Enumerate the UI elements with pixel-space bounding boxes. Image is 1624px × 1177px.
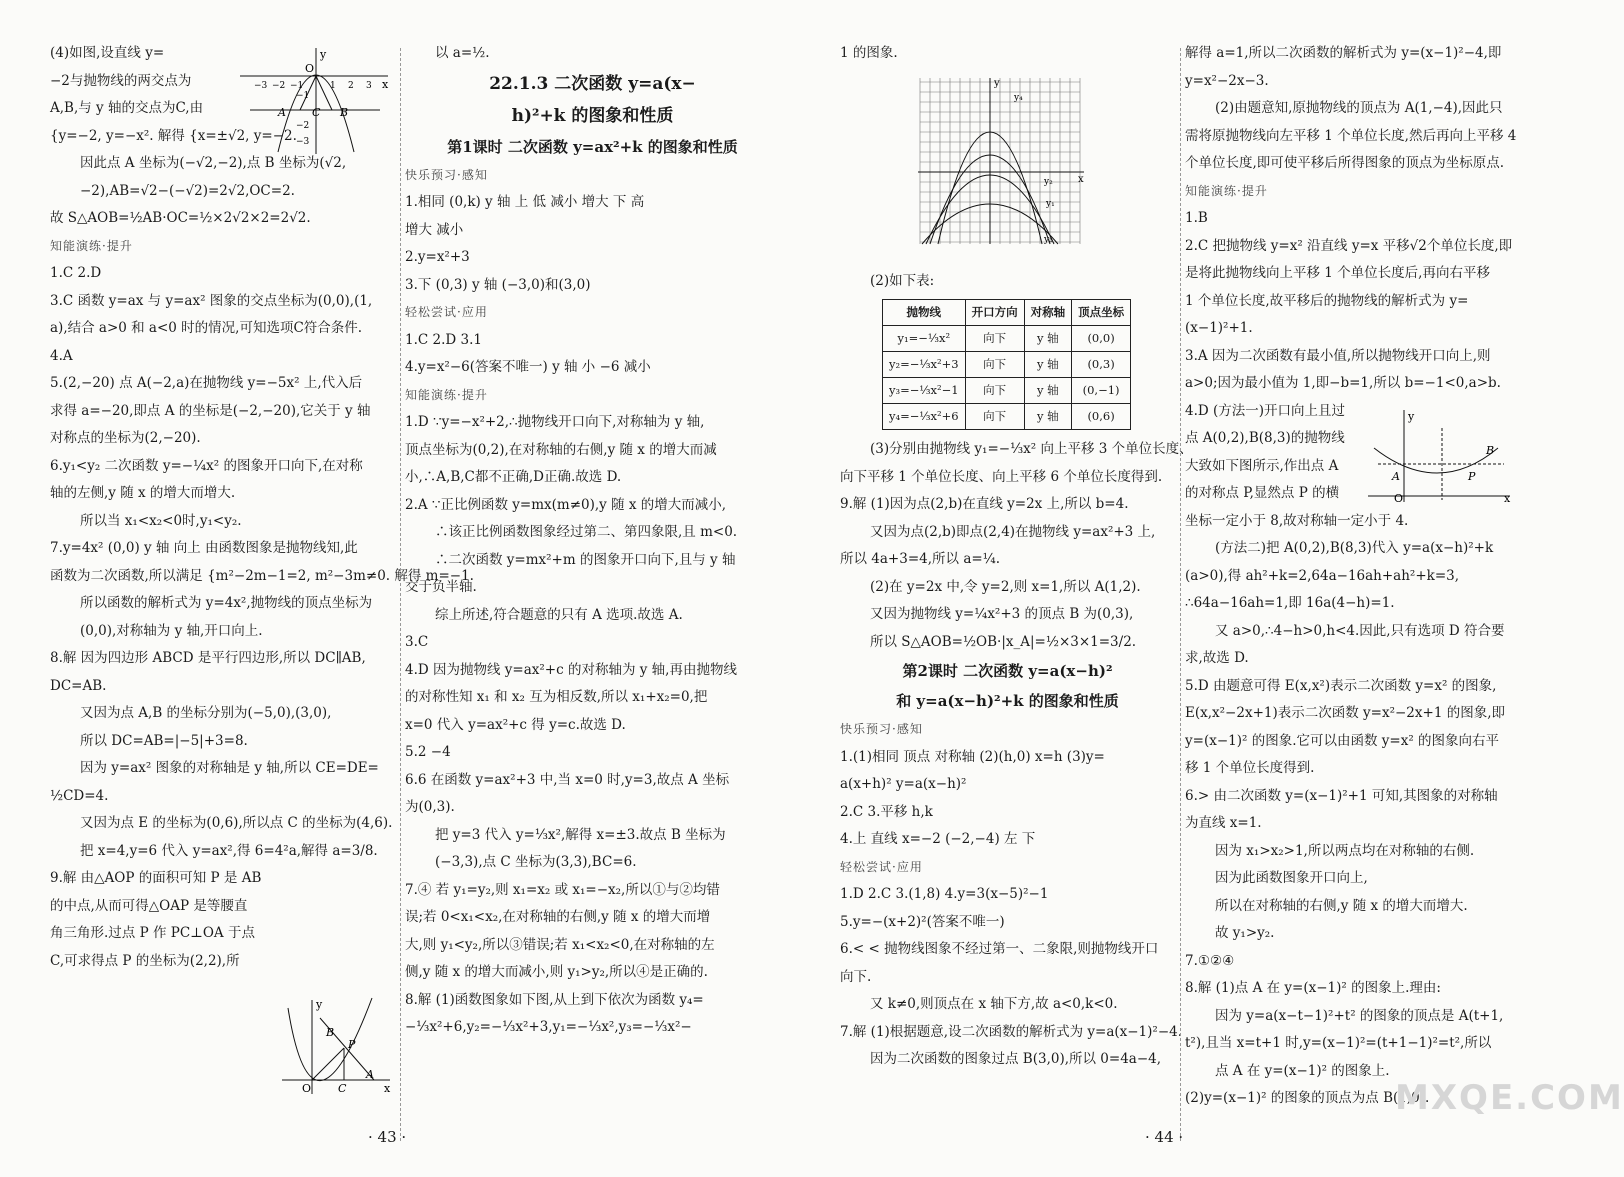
text-line: 1.C 2.D 3.1: [405, 331, 482, 348]
text-line: 向下平移 1 个单位长度、向上平移 6 个单位长度得到.: [840, 468, 1163, 485]
fig-tick: −2: [272, 81, 286, 91]
text-line: 增大 减小: [405, 221, 464, 238]
text-line: 6.y₁<y₂ 二次函数 y=−¼x² 的图象开口向下,在对称: [50, 457, 363, 474]
text-line: 所以函数的解析式为 y=4x²,抛物线的顶点坐标为: [80, 595, 373, 611]
text-line: 向下.: [840, 968, 872, 985]
text-line: 4.D (方法一)开口向上且过: [1185, 402, 1346, 419]
text-line: 又因为点(2,b)即点(2,4)在抛物线 y=ax²+3 上,: [870, 523, 1156, 540]
text-line: 把 x=4,y=6 代入 y=ax²,得 6=4²a,解得 a=3/8.: [80, 842, 378, 859]
parabola-figure-ab: [240, 48, 390, 156]
text-line: (x−1)²+1.: [1185, 320, 1253, 336]
text-line: 6.6 在函数 y=ax²+3 中,当 x=0 时,y=3,故点 A 坐标: [405, 771, 730, 788]
table-cell: y 轴: [1024, 352, 1072, 378]
text-line: 故 y₁>y₂.: [1215, 925, 1275, 941]
text-line: 第2课时 二次函数 y=a(x−h)²: [902, 662, 1113, 680]
fig-label: A: [278, 106, 286, 119]
text-line: −2与抛物线的两交点为: [50, 72, 192, 89]
table-header: 顶点坐标: [1072, 300, 1131, 326]
text-line: 大,则 y₁<y₂,所以③错误;若 x₁<x₂<0,在对称轴的左: [405, 936, 715, 953]
table-cell: y₄=−⅓x²+6: [883, 404, 966, 430]
text-line: 角三角形.过点 P 作 PC⊥OA 于点: [50, 925, 255, 941]
text-line: 需将原抛物线向左平移 1 个单位长度,然后再向上平移 4: [1185, 127, 1517, 144]
text-line: (2)y=(x−1)² 的图象的顶点为点 B(1,0).: [1185, 1090, 1430, 1106]
text-line: 所以在对称轴的右侧,y 随 x 的增大而增大.: [1215, 897, 1468, 914]
fig-tick: −2: [296, 121, 310, 131]
text-line: 2.C 把抛物线 y=x² 沿直线 y=x 平移√2个单位长度,即: [1185, 237, 1513, 254]
fig-label: y: [994, 78, 1000, 89]
text-line: 点 A(0,2),B(8,3)的抛物线: [1185, 430, 1345, 446]
text-line: 知能演练·提升: [1185, 183, 1268, 198]
text-line: 因为 y=ax² 图象的对称轴是 y 轴,所以 CE=DE=: [80, 760, 379, 776]
watermark-logo: MXQE.COM: [1395, 1078, 1624, 1118]
table-cell: 向下: [965, 404, 1024, 430]
column-divider: [400, 48, 401, 1141]
fig-label: C: [312, 106, 321, 119]
text-line: 快乐预习·感知: [405, 167, 488, 182]
text-line: (2)在 y=2x 中,令 y=2,则 x=1,所以 A(1,2).: [870, 578, 1141, 595]
text-line: 所以 DC=AB=|−5|+3=8.: [80, 732, 248, 749]
text-line: 2.C 3.平移 h,k: [840, 803, 933, 820]
fig-tick: −1: [296, 91, 310, 101]
text-line: 8.解 (1)函数图象如下图,从上到下依次为函数 y₄=: [405, 991, 704, 1008]
fig-label: O: [1394, 492, 1404, 505]
page-43: [0, 0, 800, 1177]
text-line: 又因为抛物线 y=¼x²+3 的顶点 B 为(0,3),: [870, 606, 1134, 622]
text-line: a>0;因为最小值为 1,即−b=1,所以 b=−1<0,a>b.: [1185, 375, 1501, 391]
text-line: 所以 S△AOB=½OB·|x_A|=½×3×1=3/2.: [870, 633, 1137, 650]
text-line: ½CD=4.: [50, 787, 109, 804]
text-line: a(x+h)² y=a(x−h)²: [840, 776, 967, 792]
text-line: 3.C: [405, 634, 429, 650]
table-cell: (0,0): [1072, 326, 1131, 352]
fig-label: y₄: [1014, 93, 1023, 103]
table-cell: 向下: [965, 326, 1024, 352]
text-line: 求得 a=−20,即点 A 的坐标是(−2,−20),它关于 y 轴: [50, 402, 371, 419]
table-row: [883, 404, 1131, 430]
text-line: 知能演练·提升: [50, 238, 133, 253]
text-line: (−3,3),点 C 坐标为(3,3),BC=6.: [435, 854, 637, 870]
text-line: 顶点坐标为(0,2),在对称轴的右侧,y 随 x 的增大而减: [405, 441, 717, 458]
fig-label: y: [1408, 410, 1415, 423]
table-row: [883, 378, 1131, 404]
text-line: 个单位长度,即可使平移后所得图象的顶点为坐标原点.: [1185, 155, 1505, 171]
text-line: 1.D ∵y=−x²+2,∴抛物线开口向下,对称轴为 y 轴,: [405, 414, 705, 430]
text-line: 因为二次函数的图象过点 B(3,0),所以 0=4a−4,: [870, 1051, 1162, 1067]
text-line: 综上所述,符合题意的只有 A 选项.故选 A.: [435, 606, 683, 623]
text-line: 和 y=a(x−h)²+k 的图象和性质: [896, 692, 1119, 710]
fig-label: A: [366, 1068, 374, 1081]
text-line: 的对称性知 x₁ 和 x₂ 互为相反数,所以 x₁+x₂=0,把: [405, 689, 708, 705]
text-line: 小,∴A,B,C都不正确,D正确.故选 D.: [405, 469, 622, 485]
text-line: 所以当 x₁<x₂<0时,y₁<y₂.: [80, 512, 242, 529]
text-line: 是将此抛物线向上平移 1 个单位长度后,再向右平移: [1185, 265, 1490, 281]
text-line: 因此点 A 坐标为(−√2,−2),点 B 坐标为(√2,: [80, 155, 347, 171]
table-header: 开口方向: [965, 300, 1024, 326]
text-line: 3.下 (0,3) y 轴 (−3,0)和(3,0): [405, 276, 591, 293]
text-line: 移 1 个单位长度得到.: [1185, 760, 1315, 776]
left-column-2: [405, 40, 780, 1042]
table-cell: (0,−1): [1072, 378, 1131, 404]
text-line: 第1课时 二次函数 y=ax²+k 的图象和性质: [447, 137, 738, 156]
text-line: 为直线 x=1.: [1185, 815, 1262, 831]
text-line: 1 个单位长度,故平移后的抛物线的解析式为 y=: [1185, 292, 1469, 309]
right-column-1-body: [840, 436, 1193, 1074]
fig-label: B: [340, 106, 349, 119]
fig-tick: 1: [330, 81, 336, 91]
fig-label: P: [1468, 470, 1476, 483]
text-line: 8.解 因为四边形 ABCD 是平行四边形,所以 DC∥AB,: [50, 650, 366, 666]
text-line: 轴的左侧,y 随 x 的增大而增大.: [50, 485, 236, 501]
text-line: (方法二)把 A(0,2),B(8,3)代入 y=a(x−h)²+k: [1215, 540, 1494, 556]
column-divider: [1180, 48, 1181, 1141]
text-line: (2)由题意知,原抛物线的顶点为 A(1,−4),因此只: [1215, 100, 1503, 116]
text-line: 误;若 0<x₁<x₂,在对称轴的右侧,y 随 x 的增大而增: [405, 909, 711, 925]
fig-tick: 2: [348, 81, 354, 91]
text-line: 4.D 因为抛物线 y=ax²+c 的对称轴为 y 轴,再由抛物线: [405, 661, 737, 678]
table-row: [883, 326, 1131, 352]
page-44: [800, 0, 1600, 1177]
text-line: 8.解 (1)点 A 在 y=(x−1)² 的图象上.理由:: [1185, 980, 1441, 996]
fig-label: y: [316, 998, 323, 1011]
text-line: 5.D 由题意可得 E(x,x²)表示二次函数 y=x² 的图象,: [1185, 677, 1497, 694]
table-cell: (0,3): [1072, 352, 1131, 378]
text-line: y=(x−1)² 的图象.它可以由函数 y=x² 的图象向右平: [1185, 732, 1500, 749]
text-line: E(x,x²−2x+1)表示二次函数 y=x²−2x+1 的图象,即: [1185, 705, 1505, 721]
text-line: ∴64a−16ah=1,即 16a(4−h)=1.: [1185, 595, 1395, 611]
text-line: 大致如下图所示,作出点 A: [1185, 457, 1339, 474]
text-line: 侧,y 随 x 的增大而减小,则 y₁>y₂,所以④是正确的.: [405, 964, 708, 980]
fig-tick: −1: [290, 81, 304, 91]
text-line: 7.解 (1)根据题意,设二次函数的解析式为 y=a(x−1)²−4.: [840, 1023, 1183, 1040]
table-cell: y₁=−⅓x²: [883, 326, 966, 352]
text-line: 知能演练·提升: [405, 387, 488, 402]
text-line: 点 A 在 y=(x−1)² 的图象上.: [1215, 1062, 1390, 1079]
text-line: 解得 a=1,所以二次函数的解析式为 y=(x−1)²−4,即: [1185, 45, 1502, 61]
fig-label: x: [1504, 492, 1511, 505]
text-line: 5.y=−(x+2)²(答案不唯一): [840, 913, 1005, 930]
fig-label: x: [1078, 174, 1084, 185]
text-line: 9.解 由△AOP 的面积可知 P 是 AB: [50, 870, 262, 886]
text-line: 2.A ∵正比例函数 y=mx(m≠0),y 随 x 的增大而减小,: [405, 496, 727, 513]
text-line: 交于负半轴.: [405, 579, 477, 595]
text-line: 1.(1)相同 顶点 对称轴 (2)(h,0) x=h (3)y=: [840, 748, 1105, 765]
text-line: 1.B: [1185, 210, 1208, 226]
text-line: C,可求得点 P 的坐标为(2,2),所: [50, 952, 240, 969]
table-cell: y 轴: [1024, 404, 1072, 430]
table-header: 抛物线: [883, 300, 966, 326]
text-line: 把 y=3 代入 y=⅓x²,解得 x=±3.故点 B 坐标为: [435, 826, 726, 843]
text-line: t²),且当 x=t+1 时,y=(x−1)²=(t+1−1)²=t²,所以: [1185, 1035, 1492, 1051]
text-line: 又因为点 E 的坐标为(0,6),所以点 C 的坐标为(4,6).: [80, 815, 393, 831]
text-line: 7.④ 若 y₁=y₂,则 x₁=x₂ 或 x₁=−x₂,所以①与②均错: [405, 881, 720, 898]
text-line: (4)如图,设直线 y=: [50, 45, 165, 61]
text-line: 1.相同 (0,k) y 轴 上 低 减小 增大 下 高: [405, 194, 645, 210]
parabola-table: [882, 299, 1131, 430]
table-cell: y₃=−⅓x²−1: [883, 378, 966, 404]
fig-label: y₃: [1044, 235, 1053, 245]
fig-tick: 3: [366, 81, 372, 91]
text-line: {y=−2, y=−x². 解得 {x=±√2, y=−2.: [50, 127, 297, 144]
text-line: 2.y=x²+3: [405, 249, 470, 265]
table-cell: 向下: [965, 378, 1024, 404]
fig-label: B: [326, 1026, 335, 1039]
page-number: · 44 ·: [1145, 1128, 1184, 1146]
text-line: 所以 4a+3=4,所以 a=¼.: [840, 551, 1001, 567]
text-line: x=0 代入 y=ax²+c 得 y=c.故选 D.: [405, 716, 626, 733]
parabola-grid-figure: [918, 76, 1088, 246]
text-line: h)²+k 的图象和性质: [511, 105, 674, 126]
fig-tick: −3: [296, 137, 310, 147]
text-line: DC=AB.: [50, 677, 107, 694]
right-column-2: [1185, 40, 1585, 1113]
parabola-figure-abp: [1368, 408, 1513, 504]
fig-label: O: [302, 1082, 312, 1095]
table-cell: (0,6): [1072, 404, 1131, 430]
text-line: 函数为二次函数,所以满足 {m²−2m−1=2, m²−3m≠0. 解得 m=−1.: [50, 567, 474, 584]
table-cell: y 轴: [1024, 378, 1072, 404]
text-line: (3)分别由抛物线 y₁=−⅓x² 向上平移 3 个单位长度、: [870, 441, 1193, 457]
fig-label: x: [382, 78, 389, 91]
text-line: 快乐预习·感知: [840, 722, 923, 736]
triangle-figure-aop: [282, 998, 392, 1096]
text-line: (0,0),对称轴为 y 轴,开口向上.: [80, 622, 263, 639]
page-number: · 43 ·: [368, 1128, 407, 1146]
text-line: ∴二次函数 y=mx²+m 的图象开口向下,且与 y 轴: [435, 551, 736, 568]
text-line: 轻松尝试·应用: [840, 859, 923, 874]
table-caption: (2)如下表:: [870, 272, 935, 289]
text-line: −⅓x²+6,y₂=−⅓x²+3,y₁=−⅓x²,y₃=−⅓x²−: [405, 1019, 692, 1035]
text-line: 7.①②④: [1185, 952, 1235, 969]
fig-label: y₁: [1046, 199, 1055, 209]
text-line: 6.< < 抛物线图象不经过第一、二象限,则抛物线开口: [840, 941, 1159, 957]
text-line: 4.上 直线 x=−2 (−2,−4) 左 下: [840, 831, 1036, 847]
text-line: 因为 y=a(x−t−1)²+t² 的图象的顶点是 A(t+1,: [1215, 1007, 1504, 1024]
text-line: 9.解 (1)因为点(2,b)在直线 y=2x 上,所以 b=4.: [840, 496, 1129, 512]
fig-label: C: [338, 1082, 347, 1095]
text-line: a),结合 a>0 和 a<0 时的情况,可知选项C符合条件.: [50, 320, 363, 336]
text-line: 又 k≠0,则顶点在 x 轴下方,故 a<0,k<0.: [870, 996, 1118, 1012]
text-line: y=x²−2x−3.: [1185, 72, 1269, 89]
text-line: 5.2 −4: [405, 744, 451, 760]
table-header: 对称轴: [1024, 300, 1072, 326]
text-line: 7.y=4x² (0,0) y 轴 向上 由函数图象是抛物线知,此: [50, 540, 358, 556]
text-line: 6.> 由二次函数 y=(x−1)²+1 可知,其图象的对称轴: [1185, 787, 1498, 804]
text-line: 3.C 函数 y=ax 与 y=ax² 图象的交点坐标为(0,0),(1,: [50, 292, 373, 309]
table-cell: 向下: [965, 352, 1024, 378]
text-line: 22.1.3 二次函数 y=a(x−: [489, 73, 696, 94]
text-line: 为(0,3).: [405, 799, 455, 815]
text-line: 又 a>0,∴4−h>0,h<4.因此,只有选项 D 符合要: [1215, 622, 1505, 639]
text-line: −2),AB=√2−(−√2)=2√2,OC=2.: [80, 182, 295, 199]
fig-label: x: [384, 1082, 391, 1095]
text-line: 4.y=x²−6(答案不唯一) y 轴 小 −6 减小: [405, 359, 651, 375]
text-line: (a>0),得 ah²+k=2,64a−16ah+ah²+k=3,: [1185, 567, 1460, 584]
text-line: 因为 x₁>x₂>1,所以两点均在对称轴的右侧.: [1215, 842, 1475, 859]
text-line: 3.A 因为二次函数有最小值,所以抛物线开口向上,则: [1185, 347, 1491, 364]
table-cell: y 轴: [1024, 326, 1072, 352]
table-cell: y₂=−⅓x²+3: [883, 352, 966, 378]
text-line: 又因为点 A,B 的坐标分别为(−5,0),(3,0),: [80, 705, 332, 721]
text-line: 以 a=½.: [435, 45, 490, 61]
text-line: 5.(2,−20) 点 A(−2,a)在抛物线 y=−5x² 上,代入后: [50, 375, 363, 391]
fig-label: B: [1486, 444, 1495, 457]
fig-label: O: [305, 62, 315, 75]
table-row: [883, 352, 1131, 378]
text-line: 的对称点 P,显然点 P 的横: [1185, 485, 1340, 501]
fig-label: A: [1392, 470, 1400, 483]
text-line: A,B,与 y 轴的交点为C,由: [50, 100, 204, 116]
text-line: 因为此函数图象开口向上,: [1215, 870, 1368, 886]
text-line: 坐标一定小于 8,故对称轴一定小于 4.: [1185, 512, 1409, 529]
text-line: 1.D 2.C 3.(1,8) 4.y=3(x−5)²−1: [840, 886, 1049, 902]
text-line: 故 S△AOB=½AB·OC=½×2√2×2=2√2.: [50, 210, 311, 226]
text-line: 1 的图象.: [840, 45, 898, 61]
fig-label: y: [320, 48, 327, 61]
text-line: 轻松尝试·应用: [405, 305, 488, 319]
text-line: 对称点的坐标为(2,−20).: [50, 430, 201, 446]
text-line: 4.A: [50, 347, 73, 364]
text-line: 的中点,从而可得△OAP 是等腰直: [50, 897, 248, 914]
text-line: 求,故选 D.: [1185, 650, 1249, 666]
fig-tick: −3: [254, 81, 268, 91]
fig-label: P: [348, 1038, 356, 1051]
fig-label: y₂: [1044, 177, 1053, 187]
text-line: ∴该正比例函数图象经过第二、第四象限,且 m<0.: [435, 524, 738, 540]
text-line: 1.C 2.D: [50, 265, 102, 281]
